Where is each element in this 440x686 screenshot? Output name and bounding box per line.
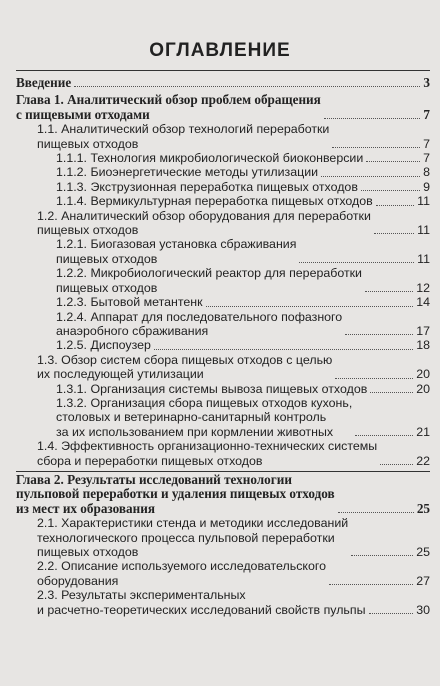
toc-entry-page: 11 [417,194,430,209]
toc-leader-dots [154,349,413,350]
toc-entry-title: 1.3.2. Организация сбора пищевых отходов кухонь, столовых и ветеринарно-санитарный контроль за их использованием при кормлении животных [56,395,353,439]
toc-entry-title: 1.2.3. Бытовой метантенк [56,295,203,310]
toc-entry [16,180,430,194]
toc-entry-page: 11 [417,223,430,238]
toc-entry-title: Глава 2. Результаты исследований технологии пульповой переработки и удаления пищевых отходов из мест их образования [16,471,335,516]
toc-leader-dots [329,584,413,585]
toc-entry-page: 27 [416,573,430,588]
toc-entry [16,237,430,266]
toc-entry-page: 7 [423,106,430,122]
toc-entry [16,439,430,468]
toc-leader-dots [376,205,414,206]
toc-entry [16,151,430,165]
toc-entry-title: 1.1.2. Биоэнергетические методы утилизации [56,165,319,180]
toc-leader-dots [321,176,420,177]
toc-entry-page: 8 [423,165,430,180]
toc-entry [16,266,430,295]
toc-entry-title: 1.1.4. Вермикультурная переработка пищевых отходов [56,194,373,209]
toc-entry-page: 9 [423,179,430,194]
toc-leader-dots [74,86,420,87]
toc-entry [16,396,430,439]
toc-leader-dots [374,233,414,234]
toc-entry-page: 18 [416,338,430,353]
toc-entry-page: 7 [423,151,430,166]
toc-entry-page: 11 [417,251,430,266]
toc-entry-title: 1.3. Обзор систем сбора пищевых отходов с целью их последующей утилизации [37,352,333,382]
toc-entry-title: 1.2. Аналитический обзор оборудования для переработки пищевых отходов [37,208,371,238]
toc-entry-title: 1.2.2. Микробиологический реактор для переработки пищевых отходов [56,266,362,295]
toc-entry [16,165,430,179]
toc-leader-dots [366,161,420,162]
page-title: ОГЛАВЛЕНИЕ [149,40,291,61]
toc-entry-title: 1.2.5. Диспоузер [56,338,151,353]
toc-entry-page: 7 [423,136,430,151]
toc-entry [16,588,430,617]
toc-entry-page: 25 [416,500,430,516]
toc-entry [16,295,430,309]
toc-entry-title: 1.4. Эффективность организационно-технических системы сбора и переработки пищевых отходов [37,439,378,468]
toc-entry-page: 3 [423,75,430,90]
toc-entry-title: 2.2. Описание используемого исследовательского оборудования [37,559,327,588]
toc-entry-title: 1.2.1. Биогазовая установка сбраживания пищевых отходов [56,237,297,266]
toc-entry [16,76,430,90]
table-of-contents [16,76,430,617]
toc-leader-dots [345,334,413,335]
toc-entry-page: 25 [416,545,430,559]
toc-entry-page: 21 [416,424,430,439]
toc-entry-title: 2.1. Характеристики стенда и методики исследований технологического процесса пульповой переработки пищевых отходов [37,516,349,559]
toc-entry-title: 1.3.1. Организация системы вывоза пищевых отходов [56,381,368,396]
toc-leader-dots [361,190,420,191]
toc-entry-page: 30 [416,602,430,617]
toc-leader-dots [332,147,420,148]
toc-entry-page: 14 [416,295,430,310]
toc-leader-dots [369,613,414,614]
toc-entry-title: 1.1.3. Экструзионная переработка пищевых отходов [56,179,358,194]
toc-leader-dots [324,118,421,119]
toc-leader-dots [355,435,413,436]
toc-entry-title: 1.1.1. Технология микробиологической биоконверсии [56,151,364,166]
toc-entry [16,559,430,588]
toc-entry-page: 22 [416,453,430,468]
toc-entry [16,122,430,151]
toc-leader-dots [335,378,413,379]
toc-entry [16,516,430,559]
toc-entry [16,382,430,396]
toc-entry-page: 20 [416,381,430,396]
toc-leader-dots [299,262,414,263]
toc-entry-title: 2.3. Результаты экспериментальных и расчетно-теоретических исследований свойств пульпы [37,588,366,617]
title-divider [16,70,430,71]
toc-leader-dots [206,306,414,307]
toc-entry-page: 17 [416,323,430,338]
toc-leader-dots [351,555,413,556]
toc-entry [16,209,430,238]
toc-entry-title: Введение [16,75,72,90]
toc-entry [16,194,430,208]
toc-leader-dots [370,392,413,393]
toc-entry-page: 12 [416,280,430,295]
toc-entry [16,471,430,516]
toc-entry-page: 20 [416,367,430,382]
toc-entry-title: 1.1. Аналитический обзор технологий переработки пищевых отходов [37,122,330,151]
toc-entry [16,93,430,122]
toc-entry-title: Глава 1. Аналитический обзор проблем обращения с пищевыми отходами [16,92,321,122]
toc-leader-dots [338,512,414,513]
toc-entry [16,353,430,382]
toc-leader-dots [380,464,413,465]
toc-leader-dots [365,291,413,292]
toc-entry [16,310,430,339]
toc-entry [16,338,430,352]
toc-entry-title: 1.2.4. Аппарат для последовательного пофазного анаэробного сбраживания [56,309,343,338]
